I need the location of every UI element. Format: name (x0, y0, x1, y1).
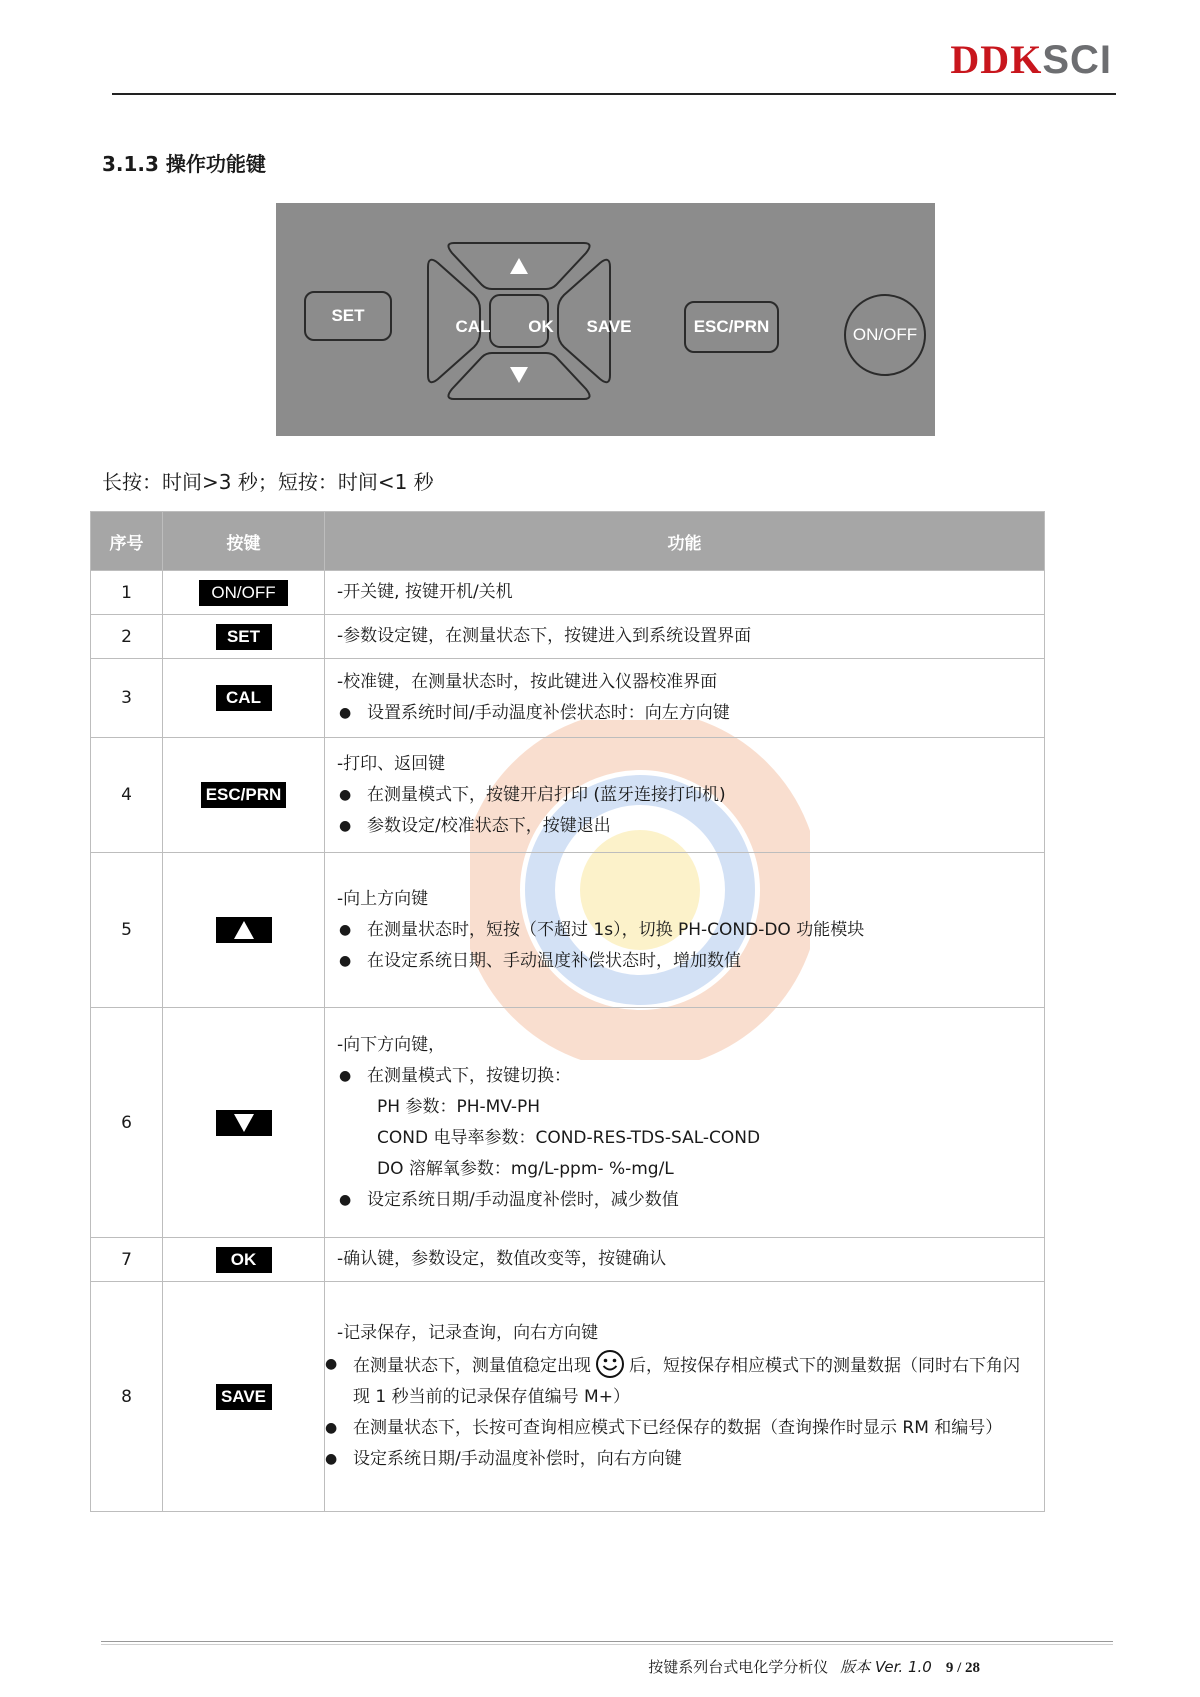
set-key (304, 291, 392, 341)
up-arrow-key-badge (216, 917, 272, 943)
set-key-badge: SET (216, 624, 272, 650)
cal-key-badge: CAL (216, 685, 272, 711)
bullet-item: ● 设置系统时间/手动温度补偿状态时：向左方向键 (337, 698, 1034, 729)
table-row (91, 1282, 1045, 1512)
row-desc-line: -向下方向键， (337, 1034, 446, 1055)
brand-logo (950, 36, 1112, 83)
down-arrow-icon (234, 1114, 254, 1132)
page-footer (648, 1656, 980, 1677)
table-row (91, 1238, 1045, 1282)
bullet-item: ● 在测量状态下，长按可查询相应模式下已经保存的数据（查询操作时显示 RM 和编号） (323, 1413, 1034, 1444)
row-desc-line: -参数设定键，在测量状态下，按键进入到系统设置界面 (337, 626, 752, 646)
row-desc-line: -确认键，参数设定，数值改变等，按键确认 (337, 1249, 667, 1269)
table-row (91, 659, 1045, 738)
logo-text-sci: SCI (1042, 38, 1112, 82)
table-row (91, 853, 1045, 1008)
col-header-num: 序号 (91, 512, 163, 571)
row-num: 8 (91, 1282, 163, 1512)
sub-line: COND 电导率参数：COND-RES-TDS-SAL-COND (377, 1127, 761, 1148)
on-off-key-badge: ON/OFF (199, 580, 287, 606)
section-title: 3.1.3 操作功能键 (102, 152, 266, 176)
row-num: 5 (91, 853, 163, 1008)
table-header-row (91, 512, 1045, 571)
bullet-item: ● 参数设定/校准状态下，按键退出 (337, 811, 1034, 842)
row-num: 7 (91, 1238, 163, 1282)
table-row (91, 738, 1045, 853)
set-key-label: SET (331, 306, 365, 325)
up-arrow-icon (510, 258, 528, 274)
header-divider (112, 93, 1116, 95)
esc-prn-key-badge: ESC/PRN (201, 782, 287, 808)
keypad-panel (276, 203, 935, 436)
bullet-text-part2: 后，短按保存相应模式下的测量数据（同时右下角闪现 1 秒当前的记录保存值编号 M+） (353, 1356, 1020, 1407)
row-desc-line: -校准键，在测量状态时，按此键进入仪器校准界面 (337, 672, 718, 692)
row-num: 6 (91, 1008, 163, 1238)
esc-prn-key-label: ESC/PRN (693, 317, 770, 336)
bullet-item: ● 在测量状态时，短按（不超过 1s），切换 PH-COND-DO 功能模块 (337, 915, 1034, 946)
on-off-key-label: ON/OFF (852, 325, 918, 344)
bullet-item (323, 1349, 1034, 1413)
table-row (91, 615, 1045, 659)
footer-doc-name: 按键系列台式电化学分析仪 (648, 1658, 829, 1676)
bullet-item: ● 在设定系统日期、手动温度补偿状态时，增加数值 (337, 946, 1034, 977)
down-arrow-icon (510, 367, 528, 383)
function-key-table (90, 511, 1045, 1512)
sub-line: PH 参数：PH-MV-PH (377, 1096, 541, 1117)
esc-prn-key (684, 301, 779, 353)
footer-divider-shadow (101, 1644, 1113, 1645)
footer-page-number: 9 / 28 (945, 1660, 980, 1676)
bullet-item: ● 设定系统日期/手动温度补偿时，减少数值 (337, 1185, 1034, 1216)
row-num: 4 (91, 738, 163, 853)
save-key-label: SAVE (586, 317, 632, 336)
up-arrow-icon (234, 921, 254, 939)
smiley-icon (595, 1349, 625, 1379)
ok-key-label: OK (528, 317, 554, 336)
down-arrow-key-badge (216, 1110, 272, 1136)
bullet-item: ● 设定系统日期/手动温度补偿时，向右方向键 (323, 1444, 1034, 1475)
footer-version: 版本 Ver. 1.0 (840, 1658, 932, 1676)
col-header-func: 功能 (325, 512, 1045, 571)
ok-key-badge: OK (216, 1247, 272, 1273)
cal-key-label: CAL (455, 317, 491, 336)
on-off-key (844, 294, 926, 376)
save-key-badge: SAVE (216, 1384, 272, 1410)
table-row (91, 1008, 1045, 1238)
table-row (91, 571, 1045, 615)
footer-divider (101, 1641, 1113, 1642)
row-num: 3 (91, 659, 163, 738)
bullet-item: ● 在测量模式下，按键切换： (337, 1061, 1034, 1092)
bullet-text-part1: 在测量状态下，测量值稳定出现 (353, 1356, 591, 1376)
logo-text-ddk: DDK (950, 37, 1043, 82)
row-num: 1 (91, 571, 163, 615)
sub-line: DO 溶解氧参数：mg/L-ppm- %-mg/L (377, 1158, 674, 1179)
row-desc-line: -开关键, 按键开机/关机 (337, 582, 513, 602)
row-num: 2 (91, 615, 163, 659)
bullet-item: ● 在测量模式下，按键开启打印 (蓝牙连接打印机) (337, 780, 1034, 811)
row-desc-line: -打印、返回键 (337, 753, 446, 774)
col-header-key: 按键 (163, 512, 325, 571)
press-duration-note: 长按：时间>3 秒；短按：时间<1 秒 (102, 470, 434, 494)
row-desc-line: -向上方向键 (337, 888, 429, 909)
row-desc-line: -记录保存，记录查询，向右方向键 (337, 1323, 599, 1343)
